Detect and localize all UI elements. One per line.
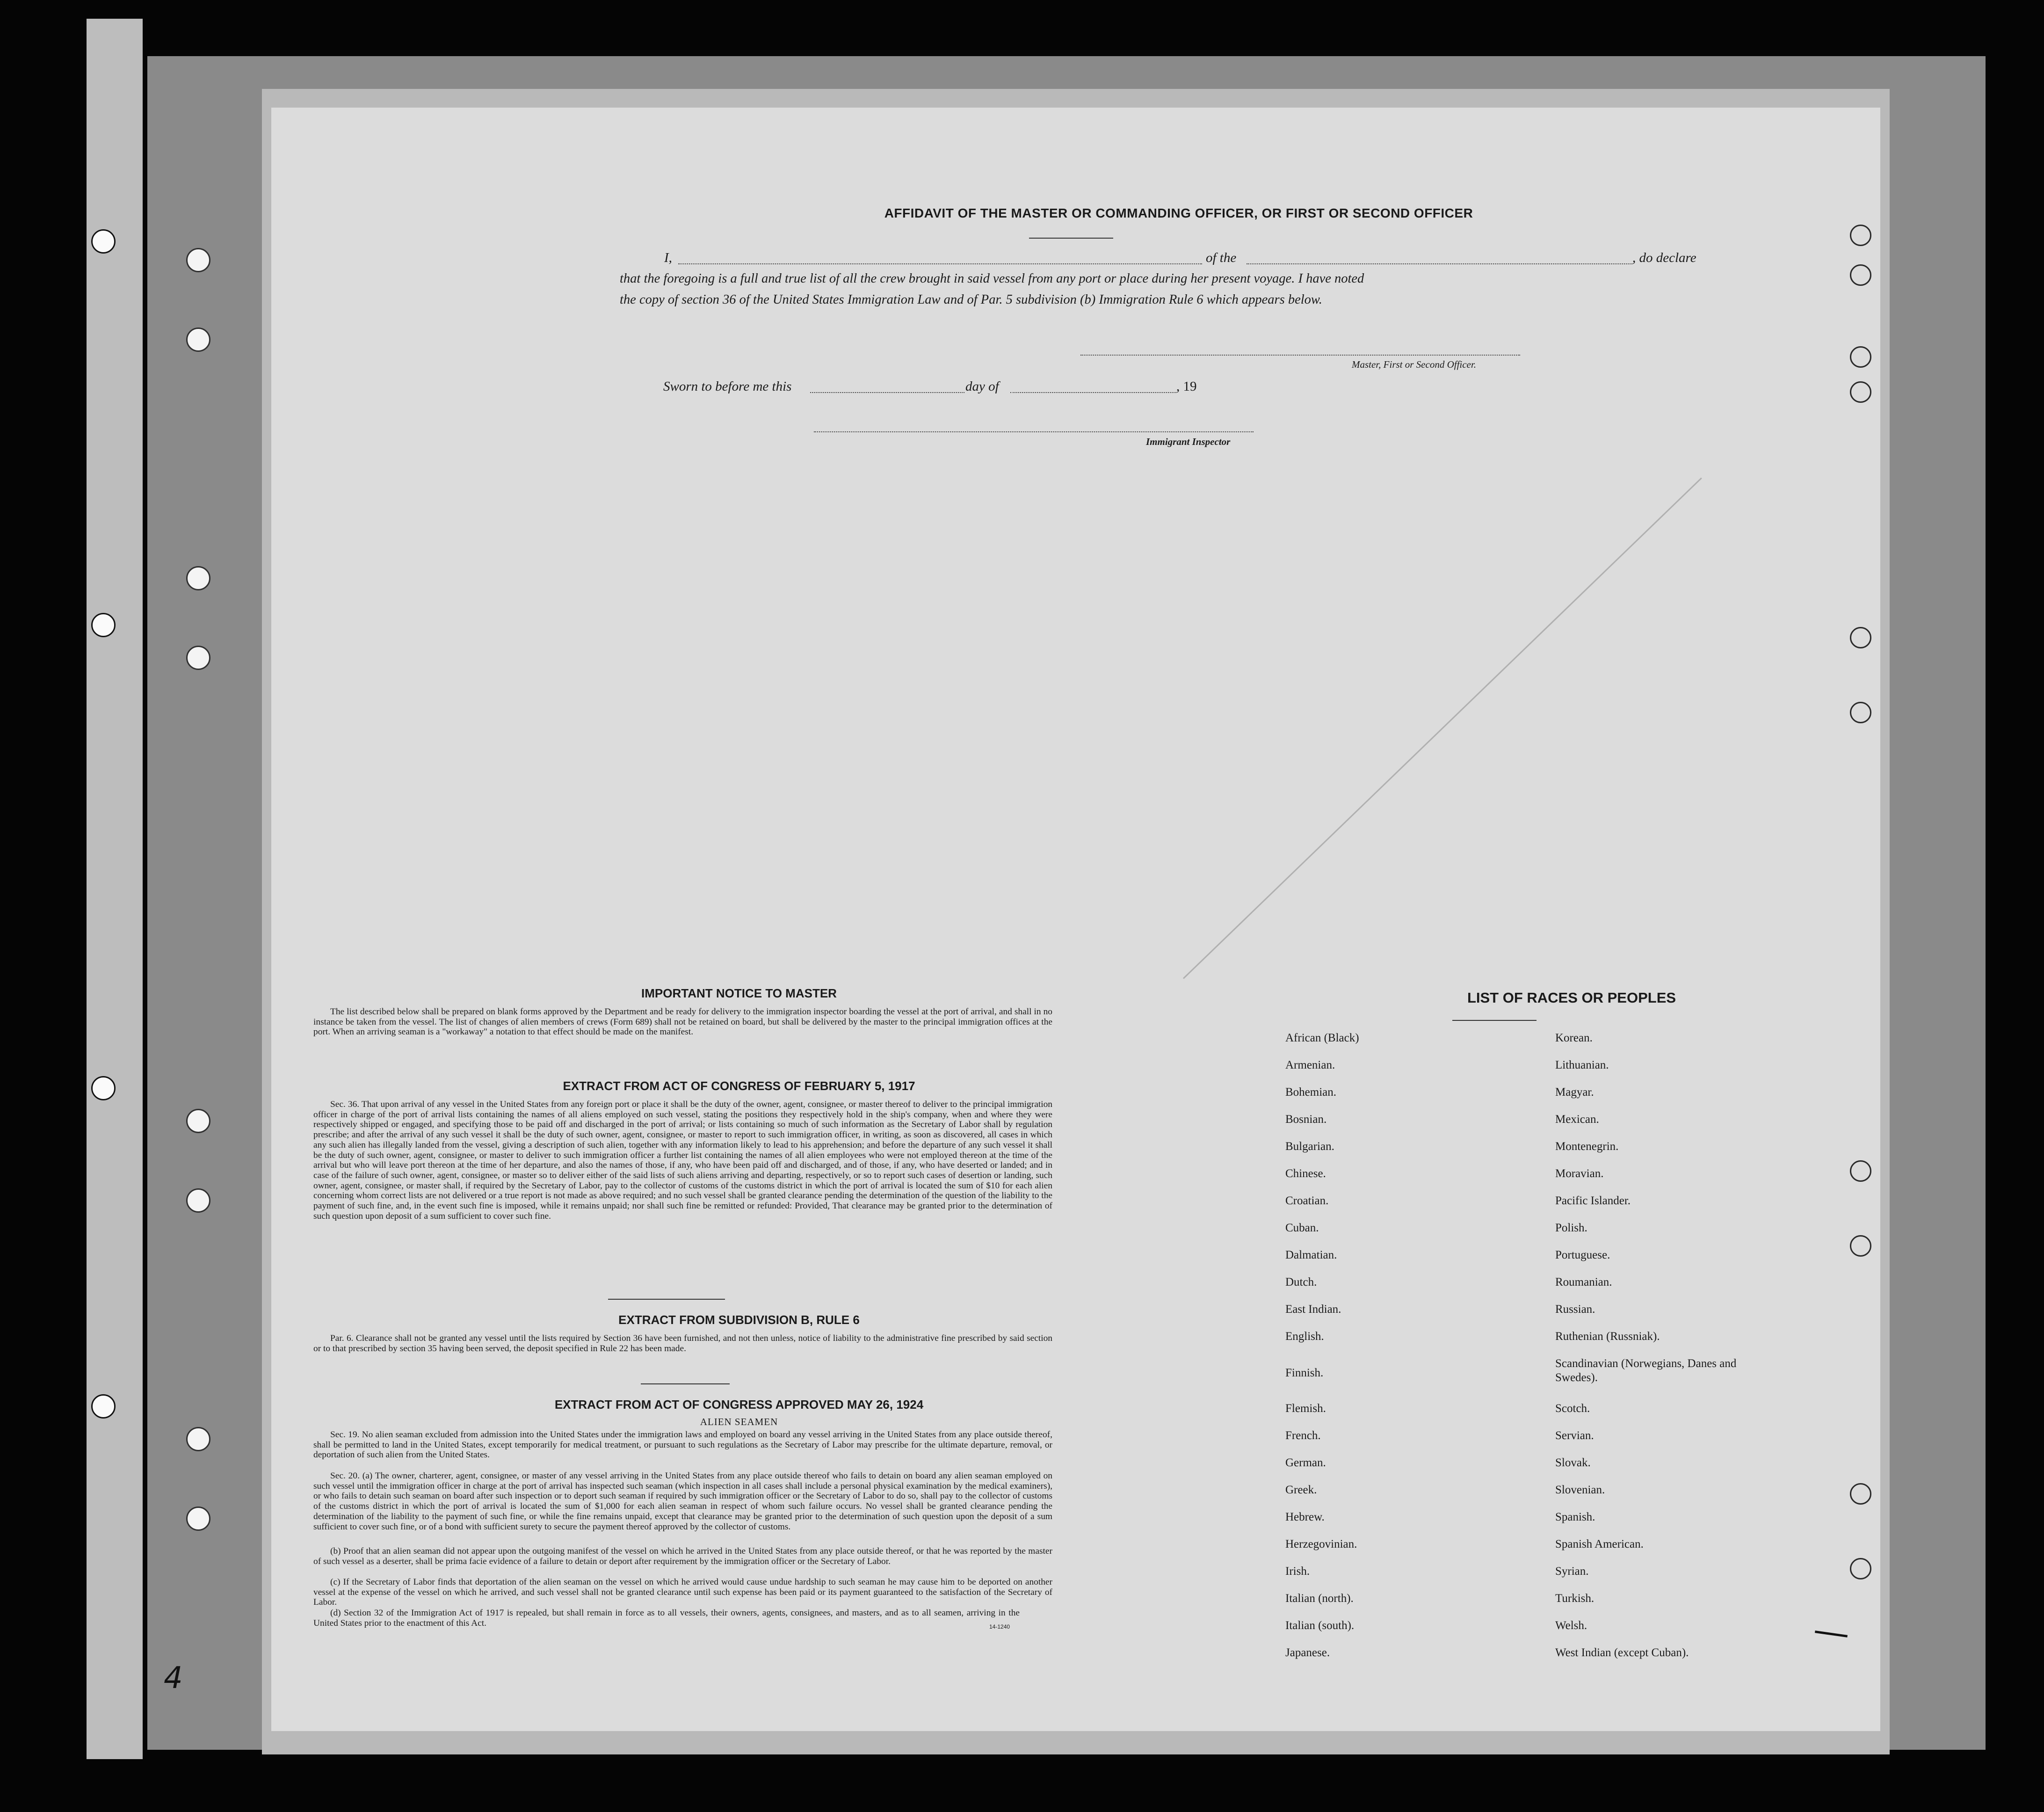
race-right: Syrian. — [1555, 1565, 1589, 1578]
left-binding-strip — [87, 19, 143, 1759]
extract-1924-sec-20c: (c) If the Secretary of Labor finds that deportation of the alien seaman on the vessel on which he arrived would cause undue hardship to such seaman he may cause him to be deported on another vessel at the expense of the vessel on which he arrived, and such vessel shall not be granted clearance until such expense has been paid or its payment guaranteed to the satisfaction of the Secretary of Labor. — [313, 1577, 1052, 1608]
race-right: Ruthenian (Russniak). — [1555, 1330, 1660, 1343]
race-right: Polish. — [1555, 1222, 1587, 1234]
race-left: Greek. — [1285, 1484, 1317, 1496]
race-left: Bulgarian. — [1285, 1140, 1334, 1153]
race-left: German. — [1285, 1456, 1326, 1469]
race-right: Moravian. — [1555, 1167, 1604, 1180]
race-left: Italian (south). — [1285, 1619, 1355, 1632]
race-left: Dutch. — [1285, 1276, 1317, 1288]
extract-1924-title: EXTRACT FROM ACT OF CONGRESS APPROVED MAY 26, 1924 — [554, 1397, 924, 1412]
name-blank — [678, 263, 1202, 264]
binding-hole — [186, 566, 210, 590]
sworn-prefix: Sworn to before me this — [663, 379, 792, 394]
sworn-month-blank — [1010, 392, 1176, 393]
extract-1924-sec-20b: (b) Proof that an alien seaman did not appear upon the outgoing manifest of the vessel on which he arrived in the United States from any place outside thereof, or that he was reported by the master of such vessel as a deserter, shall be prima facie evidence of a failure to detain or deport after requirement by the immigration officer or the Secretary of Labor. — [313, 1546, 1052, 1566]
binding-hole — [186, 248, 210, 272]
affidavit-line-2: that the foregoing is a full and true list of all the crew brought in said vessel from any port or place during her present voyage. I have noted — [620, 271, 1364, 286]
binding-hole — [186, 327, 210, 352]
affidavit-i: I, — [664, 250, 672, 265]
race-left: Italian (north). — [1285, 1592, 1354, 1605]
race-right: Slovak. — [1555, 1456, 1591, 1469]
binding-hole — [91, 229, 116, 254]
binding-hole — [91, 1394, 116, 1419]
race-right: Montenegrin. — [1555, 1140, 1619, 1153]
binding-hole — [91, 613, 116, 637]
race-left: Flemish. — [1285, 1402, 1326, 1415]
extract-rule6-title: EXTRACT FROM SUBDIVISION B, RULE 6 — [618, 1313, 860, 1327]
inspector-signature-label: Immigrant Inspector — [1146, 436, 1231, 447]
race-right: Scandinavian (Norwegians, Danes and Swedes). — [1555, 1357, 1737, 1384]
race-right: West Indian (except Cuban). — [1555, 1646, 1689, 1659]
race-left: French. — [1285, 1429, 1321, 1442]
form-number: 14-1240 — [989, 1623, 1010, 1630]
race-left: English. — [1285, 1330, 1324, 1343]
race-right: Russian. — [1555, 1303, 1595, 1316]
binding-hole — [91, 1076, 116, 1100]
binding-hole — [186, 646, 210, 670]
race-left: East Indian. — [1285, 1303, 1341, 1316]
master-signature-line — [1080, 355, 1520, 356]
notice-title: IMPORTANT NOTICE TO MASTER — [641, 986, 837, 1000]
sworn-day-of: day of — [965, 379, 999, 394]
sworn-year: , 19 — [1176, 379, 1197, 394]
race-left: Croatian. — [1285, 1194, 1329, 1207]
binding-hole — [186, 1427, 210, 1451]
affidavit-title: AFFIDAVIT OF THE MASTER OR COMMANDING OFFICER, OR FIRST OR SECOND OFFICER — [884, 206, 1473, 220]
title-underline — [1029, 238, 1113, 239]
document-content — [271, 108, 1880, 1731]
race-right: Servian. — [1555, 1429, 1594, 1442]
race-left: Chinese. — [1285, 1167, 1326, 1180]
vessel-blank — [1247, 263, 1632, 264]
race-right: Spanish. — [1555, 1511, 1595, 1523]
sworn-day-blank — [810, 392, 964, 393]
race-left: Bosnian. — [1285, 1113, 1327, 1126]
extract-1924-sec-19: Sec. 19. No alien seaman excluded from admission into the United States under the immigration laws and employed on board any vessel arriving in the United States from any place outside thereof, shall be permitted to land in the United States, except temporarily for medical treatment, or pursuant to such regulations as the Secretary of Labor may prescribe for the ultimate departure, removal, or deportation of such alien from the United States. — [313, 1430, 1052, 1460]
margin-mark: 4 — [164, 1661, 183, 1696]
affidavit-do-declare: , do declare — [1632, 250, 1696, 265]
binding-hole — [186, 1506, 210, 1531]
race-left: Dalmatian. — [1285, 1249, 1337, 1261]
extract-rule6-text: Par. 6. Clearance shall not be granted any vessel until the lists required by Section 36 have been furnished, and not then unless, notice of liability to the administrative fine prescribed by said section or to that prescribed by section 35 having been served, the deposit specified in Rule 22 has been made. — [313, 1333, 1052, 1354]
race-right: Spanish American. — [1555, 1538, 1644, 1550]
race-right: Mexican. — [1555, 1113, 1599, 1126]
binding-hole — [186, 1109, 210, 1133]
notice-text: The list described below shall be prepared on blank forms approved by the Department and be ready for delivery to the immigration inspector boarding the vessel at the port of arrival, and shall in no instance be taken from the vessel. The list of changes of alien members of crews (Form 689) shall not be retained on board, but shall be delivered by the master to the principal immigration offices at the port. When an arriving seaman is a "workaway" a notation to that effect should be made on the manifest. — [313, 1007, 1052, 1037]
races-title: LIST OF RACES OR PEOPLES — [1467, 990, 1676, 1006]
race-right: Roumanian. — [1555, 1276, 1612, 1288]
race-right: Scotch. — [1555, 1402, 1590, 1415]
race-left: Bohemian. — [1285, 1086, 1337, 1099]
race-left: Cuban. — [1285, 1222, 1319, 1234]
race-right: Magyar. — [1555, 1086, 1594, 1099]
race-right: Turkish. — [1555, 1592, 1595, 1605]
binding-hole — [186, 1188, 210, 1213]
race-right: Korean. — [1555, 1032, 1593, 1044]
master-signature-label: Master, First or Second Officer. — [1352, 359, 1476, 370]
race-right: Welsh. — [1555, 1619, 1587, 1632]
alien-seamen-subtitle: ALIEN SEAMEN — [700, 1416, 778, 1427]
race-right: Pacific Islander. — [1555, 1194, 1631, 1207]
race-left: Irish. — [1285, 1565, 1310, 1578]
races-title-underline — [1452, 1020, 1537, 1021]
race-left: Finnish. — [1285, 1367, 1324, 1379]
race-left: Japanese. — [1285, 1646, 1330, 1659]
section-divider — [608, 1299, 725, 1300]
race-left: Hebrew. — [1285, 1511, 1325, 1523]
race-right: Portuguese. — [1555, 1249, 1610, 1261]
race-right: Lithuanian. — [1555, 1059, 1609, 1071]
extract-1924-sec-20a: Sec. 20. (a) The owner, charterer, agent, consignee, or master of any vessel arriving in the United States from any place outside thereof who fails to detain on board any alien seaman employed on such vessel until the immigration officer in charge at the port of arrival has inspected such seaman (which inspection in all cases shall include a personal physical examination by the medical examiners), or who fails to detain such seaman on board after such inspection or to deport such seaman if required by such immigration officer or the Secretary of Labor to do so, shall pay to the collector of customs of the customs district in which the port of arrival is located the sum of $1,000 for each alien seaman in respect of whom such failure occurs. No vessel shall be granted clearance pending the determination of the liability to the payment of such fine, or while the fine remains unpaid, except that clearance may be granted prior to the determination of such question upon the deposit of a sum sufficient to cover such fine, or of a bond with sufficient surety to secure the payment thereof approved by the collector of customs. — [313, 1471, 1052, 1532]
extract-1917-title: EXTRACT FROM ACT OF CONGRESS OF FEBRUARY 5, 1917 — [563, 1079, 915, 1093]
affidavit-of-the: of the — [1206, 250, 1237, 265]
race-left: African (Black) — [1285, 1032, 1359, 1044]
race-left: Herzegovinian. — [1285, 1538, 1357, 1550]
affidavit-line-3: the copy of section 36 of the United States Immigration Law and of Par. 5 subdivision (b) Immigration Rule 6 which appears below. — [620, 292, 1322, 307]
extract-1924-sec-20d: (d) Section 32 of the Immigration Act of 1917 is repealed, but shall remain in force as to all vessels, their owners, agents, consignees, and masters, and as to all seamen, arriving in the United States prior to the enactment of this Act. — [313, 1608, 1020, 1628]
race-right: Slovenian. — [1555, 1484, 1605, 1496]
extract-1917-text: Sec. 36. That upon arrival of any vessel in the United States from any foreign port or place it shall be the duty of the owner, agent, consignee, or master thereof to deliver to the principal immigration officer in charge of the port of arrival lists containing the names of all aliens employed on such vessel, stating the positions they respectively hold in the ship's company, when and where they were respectively shipped or engaged, and specifying those to be paid off and discharged in the port of arrival; or lists containing so much of such information as the Secretary of Labor shall by regulation prescribe; and after the arrival of any such vessel it shall be the duty of such owner, agent, consignee, or master to report to such immigration officer, in writing, as soon as discovered, all cases in which any such alien has illegally landed from the vessel, giving a description of such alien, together with any information likely to lead to his apprehension; and before the departure of any such vessel it shall be the duty of such owner, agent, consignee, or master to deliver to such immigration officer a further list containing the names of all alien employees who were not employed thereon at the time of the arrival but who will leave port thereon at the time of her departure, and also the names of those, if any, who have been paid off and discharged, and of those, if any, who have deserted or landed; and in case of the failure of such owner, agent, consignee, or master so to deliver either of the said lists of such aliens arriving and departing, respectively, or so to report such cases of desertion or landing, such owner, agent, consignee, or master shall, if required by the Secretary of Labor, pay to the collector of customs of the customs district in which the port of arrival is located the sum of $10 for each alien concerning whom correct lists are not delivered or a true report is not made as above required; and no such vessel shall be granted clearance pending the determination of the question of the liability to the payment of such fine, and, in the event such fine is imposed, while it remains unpaid; nor shall such fine be remitted or refunded: Provided, That clearance may be granted prior to the determination of such question upon deposit of a sum sufficient to cover such fine. — [313, 1099, 1052, 1221]
inspector-signature-line — [814, 431, 1254, 432]
section-divider — [641, 1383, 730, 1384]
race-left: Armenian. — [1285, 1059, 1335, 1071]
